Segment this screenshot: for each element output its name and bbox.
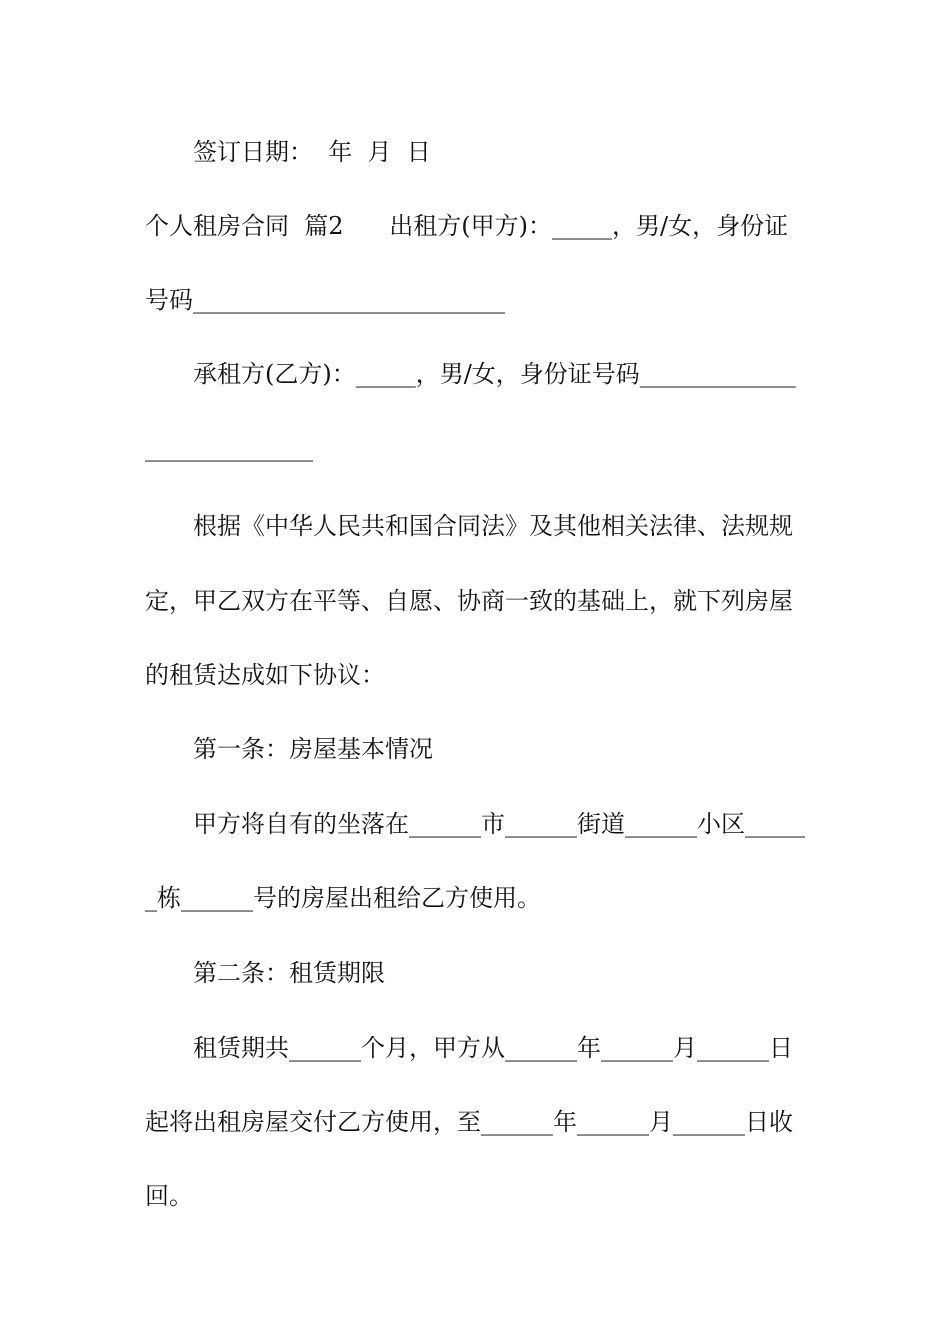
lessee-line: 承租方(乙方)：_____，男/女，身份证号码_____________: [193, 360, 796, 388]
signing-date-line: 签订日期： 年 月 日: [193, 138, 431, 166]
lessee-id-number-continuation: ______________: [145, 434, 313, 462]
article-2-text-line-3: 回。: [145, 1182, 193, 1210]
article-1-heading: 第一条：房屋基本情况: [193, 735, 433, 763]
preamble-line-2: 定，甲乙双方在平等、自愿、协商一致的基础上，就下列房屋: [145, 587, 793, 615]
preamble-line-1: 根据《中华人民共和国合同法》及其他相关法律、法规规: [193, 512, 793, 540]
preamble-line-3: 的租赁达成如下协议：: [145, 661, 385, 689]
article-2-text-line-1: 租赁期共______个月，甲方从______年______月______日: [193, 1034, 793, 1062]
contract-title-lessor-line: 个人租房合同 篇2 出租方(甲方)：_____，男/女，身份证: [145, 212, 789, 240]
lessor-id-number-line: 号码__________________________: [145, 286, 505, 314]
article-2-heading: 第二条：租赁期限: [193, 959, 385, 987]
article-2-text-line-2: 起将出租房屋交付乙方使用，至______年______月______日收: [145, 1108, 793, 1136]
article-1-text-line-1: 甲方将自有的坐落在______市______街道______小区_____: [193, 810, 805, 838]
article-1-text-line-2: _栋______号的房屋出租给乙方使用。: [145, 884, 541, 912]
